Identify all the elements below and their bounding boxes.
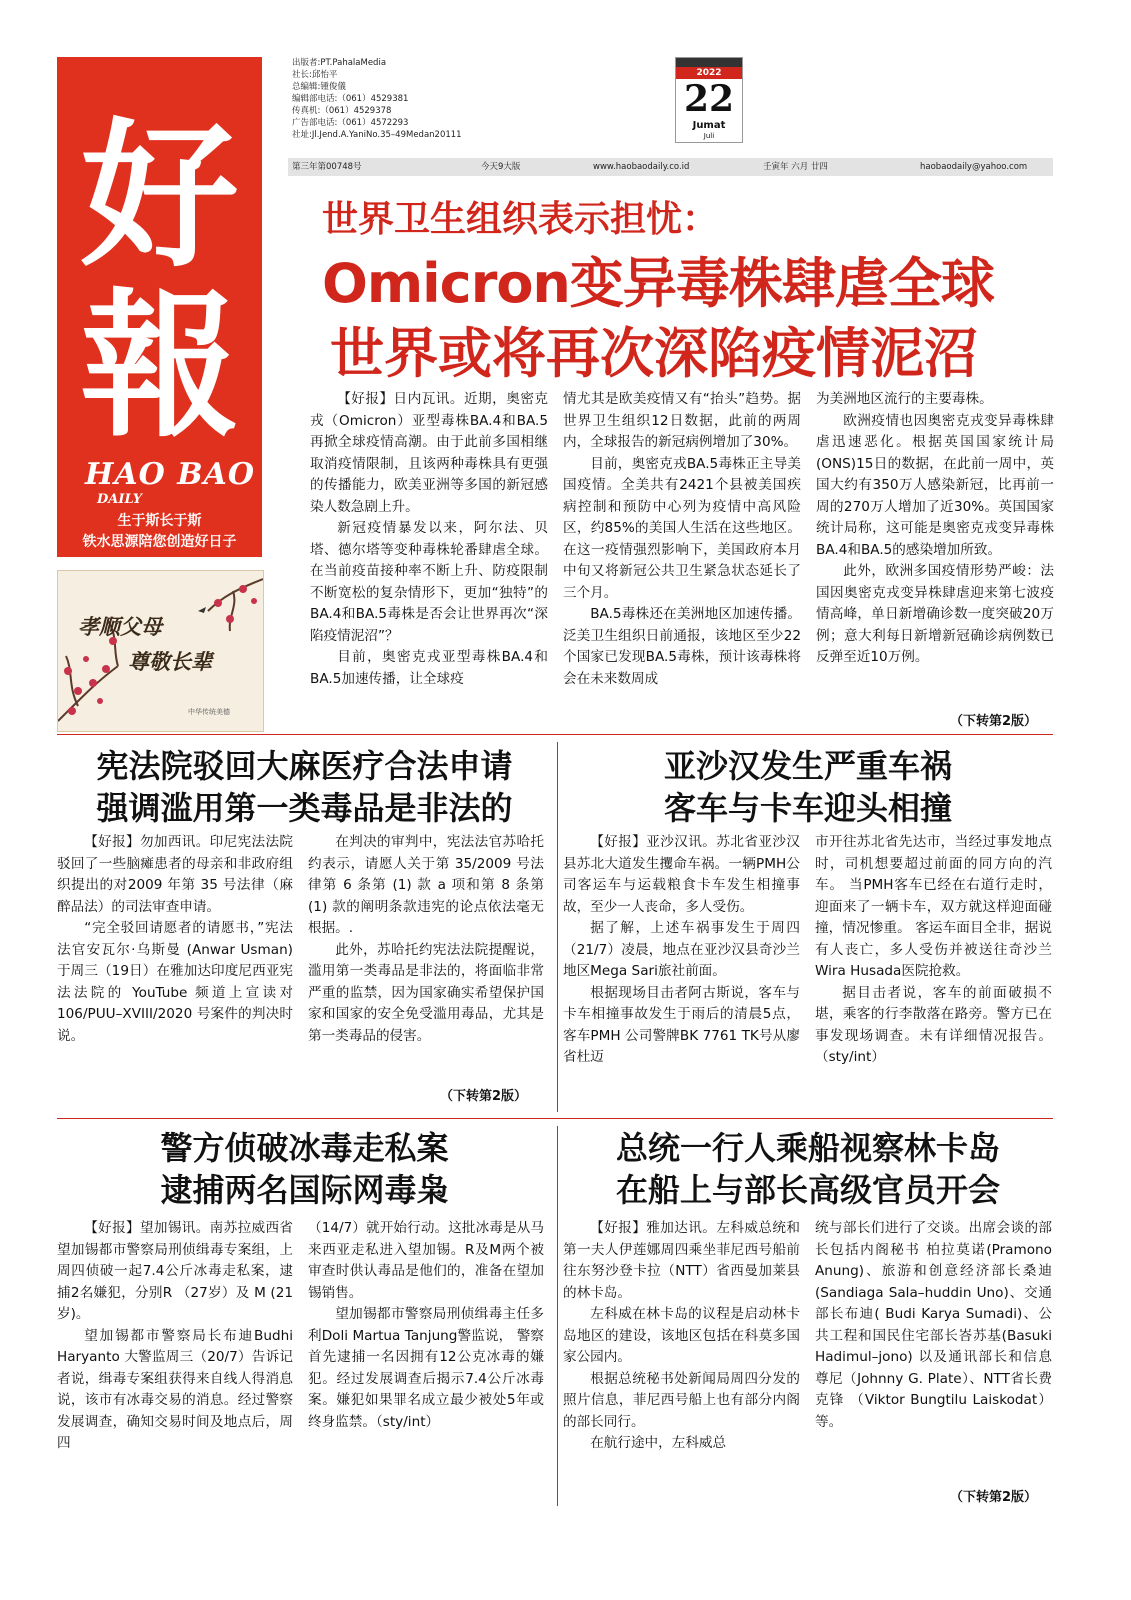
email-link[interactable]: haobaodaily@yahoo.com — [920, 162, 1028, 172]
ad-signature: 中华传统美德 — [188, 708, 230, 716]
story5-paragraph: 根据总统秘书处新闻局周四分发的照片信息，菲尼西号船上也有部分内阁的部长同行。 — [563, 1370, 800, 1430]
story2-paragraph: “完全驳回请愿者的请愿书，”宪法法官安瓦尔·乌斯曼 (Anwar Usman) 于周三（19日）在雅加达印度尼西亚宪法法院的 YouTube 频道上宣读对 106/PUU–XVIII/2020 号案件的判决时说。 — [57, 920, 293, 1044]
story2-paragraph: 【好报】勿加西讯。印尼宪法法院驳回了一些脑瘫患者的母亲和非政府组织提出的对2009 年第 35 号法律（麻醉品法）的司法审查申请。 — [57, 834, 293, 915]
story3-column-1 — [563, 832, 800, 1104]
story5-paragraph: 左科威在林卡岛的议程是启动林卡岛地区的建设，该地区包括在科莫多国家公园内。 — [563, 1306, 800, 1365]
lead-paragraph: 情尤其是欧美疫情又有“抬头”趋势。据世界卫生组织12日数据，此前的两周内，全球报告的新冠病例增加了30%。 — [563, 391, 801, 450]
calendar-year: 2022 — [676, 67, 742, 79]
masthead-english: HAO BAO — [85, 457, 255, 492]
lead-paragraph: 【好报】日内瓦讯。近期，奥密克戎（Omicron）亚型毒株BA.4和BA.5再掀全球疫情高潮。由于此前多国相继取消疫情限制，且该两种毒株具有更强的传播能力，欧美亚洲等多国的新冠感染人数急剧上升。 — [310, 391, 548, 515]
lunar-date: 壬寅年 六月 廿四 — [763, 162, 828, 172]
lead-paragraph: 欧洲疫情也因奥密克戎变异毒株肆虐迅速恶化。根据英国国家统计局(ONS)15日的数据，在此前一周中，英国大约有350万人感染新冠，比再前一周的270万人增加了近30%。英国国家统计局称，这可能是奥密克戎变异毒株BA.4和BA.5的感染增加所致。 — [816, 412, 1054, 558]
story5-paragraph: 统与部长们进行了交谈。出席会谈的部长包括内阁秘书 柏拉莫诺(Pramono Anung)、旅游和创意经济部长桑迪(Sandiaga Sala–huddin Uno)、交通部长布迪( Budi Karya Sumadi)、公共工程和国民住宅部长峇苏基(Basuki Hadimul–jono) 以及通讯部长和信息尊尼（Johnny G. Plate）、NTT省长费克锋 （Viktor Bungtilu Laiskodat）等。 — [815, 1220, 1052, 1430]
story3-paragraph: 据目击者说，客车的前面破损不堪，乘客的行李散落在路旁。警方已在事发现场调查。未有详细情况报告。（sty/int） — [815, 984, 1052, 1065]
story2-continued[interactable]: （下转第2版） — [440, 1089, 528, 1104]
lead-column-2 — [563, 389, 801, 733]
story3-paragraph: 据了解，上述车祸事发生于周四（21/7）凌晨，地点在亚沙汉县奇沙兰地区Mega Sari旅社前面。 — [563, 920, 800, 979]
story4-title-2: 逮捕两名国际网毒枭 — [160, 1171, 449, 1209]
masthead-daily: DAILY — [97, 492, 143, 507]
president-info: 社长:邱怡平 — [292, 70, 338, 80]
story4-paragraph: 【好报】望加锡讯。南苏拉威西省望加锡都市警察局刑侦缉毒专案组，上周四侦破一起7.4公斤冰毒走私案，逮捕2名嫌犯，分别R （27岁）及 M (21岁)。 — [57, 1220, 293, 1322]
story4-column-1 — [57, 1218, 293, 1500]
story4-column-2 — [308, 1218, 544, 1500]
publisher-info: 出版者:PT.PahalaMedia — [292, 58, 387, 68]
story5-paragraph: 在航行途中，左科威总 — [590, 1435, 727, 1451]
story2-paragraph: 此外，苏哈托约宪法法院提醒说，滥用第一类毒品是非法的，将面临非常严重的监禁，因为国家确实希望保护国家和国家的安全免受滥用毒品，尤其是第一类毒品的侵害。 — [308, 941, 544, 1044]
masthead-logo — [57, 57, 262, 557]
story5-paragraph: 【好报】雅加达讯。左科威总统和第一夫人伊莲娜周四乘坐菲尼西号船前往东努沙登卡拉（NTT）省西曼加莱县的林卡岛。 — [563, 1220, 800, 1301]
lead-title-2: 世界或将再次深陷疫情泥沼 — [330, 322, 978, 385]
filial-piety-ad — [57, 570, 264, 732]
story5-continued[interactable]: （下转第2版） — [950, 1490, 1038, 1505]
ad-line-2: 尊敬长辈 — [128, 649, 212, 674]
address-info: 社址:Jl.Jend.A.YaniNo.35–49Medan20111 — [292, 130, 462, 140]
lead-paragraph: 此外，欧洲多国疫情形势严峻：法国因奥密克戎变异株肆虐迎来第七波疫情高峰，单日新增确诊数一度突破20万例；意大利每日新增新冠确诊病例数已反弹至近10万例。 — [816, 563, 1054, 665]
ad-line-1: 孝顺父母 — [78, 614, 162, 639]
story3-column-2 — [815, 832, 1052, 1104]
story5-title-2: 在船上与部长高级官员开会 — [615, 1171, 1000, 1209]
divider — [57, 734, 1053, 735]
story5-column-1 — [563, 1218, 800, 1504]
masthead-char-hao: 好 — [80, 104, 239, 289]
lead-kicker: 世界卫生组织表示担忧： — [322, 199, 719, 240]
masthead-slogan-2: 铁水思源陪您创造好日子 — [82, 534, 237, 550]
lead-paragraph: BA.5毒株还在美洲地区加速传播。泛美卫生组织日前通报，该地区至少22个国家已发现BA.5毒株，预计该毒株将会在未来数周成 — [563, 606, 801, 687]
story2-column-2 — [308, 832, 544, 1084]
issue-bar — [288, 158, 1053, 176]
story4-title-1: 警方侦破冰毒走私案 — [160, 1129, 449, 1167]
editorial-phone: 编辑部电话:（061）4529381 — [292, 94, 409, 104]
lead-paragraph: 新冠疫情暴发以来，阿尔法、贝塔、德尔塔等变种毒株轮番肆虐全球。在当前疫苗接种率不断上升、防疫限制不断宽松的复杂情形下，更加“独特”的BA.4和BA.5毒株是否会让世界再次“深陷疫情泥沼”？ — [310, 520, 548, 644]
calendar-dayname: Jumat — [692, 120, 726, 131]
masthead-slogan-1: 生于斯长于斯 — [117, 513, 202, 529]
story4-paragraph: （14/7）就开始行动。这批冰毒是从马来西亚走私进入望加锡。R及M两个被审查时供认毒品是他们的，准备在望加锡销售。 — [308, 1220, 544, 1301]
date-calendar — [675, 57, 743, 143]
story4-paragraph: 望加锡都市警察局刑侦缉毒主任多利Doli Martua Tanjung警监说， 警察首先逮捕一名因拥有12公克冰毒的嫌犯。经过发展调查后揭示7.4公斤冰毒案。嫌犯如果罪名成立最少被处5年或终身监禁。（sty/int） — [308, 1306, 544, 1430]
page-count: 今天9大版 — [481, 162, 521, 172]
fax-info: 传真机:（061）4529378 — [292, 106, 392, 116]
lead-title-1: Omicron变异毒株肆虐全球 — [322, 252, 994, 315]
story3-paragraph: 【好报】亚沙汉讯。苏北省亚沙汉县苏北大道发生攫命车祸。一辆PMH公司客运车与运载粮食卡车发生相撞事故，至少一人丧命，多人受伤。 — [563, 834, 800, 915]
masthead-char-bao: 報 — [80, 274, 239, 459]
lead-column-3 — [816, 389, 1054, 711]
story2-title-2: 强调滥用第一类毒品是非法的 — [96, 789, 513, 827]
story2-title-1: 宪法院驳回大麻医疗合法申请 — [96, 747, 513, 785]
story3-title-1: 亚沙汉发生严重车祸 — [663, 747, 952, 785]
lead-column-1 — [310, 389, 548, 733]
website-link[interactable]: www.haobaodaily.co.id — [593, 162, 690, 172]
divider — [557, 1126, 558, 1506]
chief-editor-info: 总编辑:锺俊儀 — [292, 82, 346, 92]
divider — [557, 742, 558, 1112]
story3-paragraph: 根据现场目击者阿古斯说，客车与卡车相撞事故发生于雨后的清晨5点，客车PMH 公司警牌BK 7761 TK号从廖省杜迈 — [563, 984, 800, 1065]
calendar-day: 22 — [683, 78, 735, 120]
story3-paragraph: 市开往苏北省先达市，当经过事发地点时，司机想要超过前面的同方向的汽车。 当PMH客车已经在右道行走时，迎面来了一辆卡车，双方就这样迎面碰撞，情况惨重。 客运车面目全非，据说有人丧亡，多人受伤并被送往奇沙兰Wira Husada医院抢救。 — [815, 834, 1052, 979]
story5-title-1: 总统一行人乘船视察林卡岛 — [615, 1129, 1000, 1167]
lead-paragraph: 为美洲地区流行的主要毒株。 — [816, 391, 993, 407]
story4-paragraph: 望加锡都市警察局长布迪Budhi Haryanto 大警监周三（20/7）告诉记者说，缉毒专案组获得来自线人得消息说，该市有冰毒交易的消息。经过警察发展调查，确知交易时间及地点后，周四 — [57, 1327, 293, 1451]
divider — [57, 1118, 1053, 1119]
story5-column-2 — [815, 1218, 1052, 1484]
issue-number: 第三年第00748号 — [292, 162, 362, 172]
calendar-month: Juli — [703, 132, 715, 140]
lead-paragraph: 目前，奥密克戎BA.5毒株正主导美国疫情。全美共有2421个县被美国疾病控制和预防中心列为疫情中高风险区，约85%的美国人生活在这些地区。在这一疫情强烈影响下，美国政府本月中旬又将新冠公共卫生紧急状态延长了三个月。 — [563, 455, 801, 601]
ad-phone: 广告部电话:（061）4572293 — [292, 118, 409, 128]
story2-column-1 — [57, 832, 293, 1104]
story2-paragraph: 在判决的审判中，宪法法官苏哈托约表示，请愿人关于第 35/2009 号法律第 6 条第 (1) 款 a 项和第 8 条第 (1) 款的阐明条款违宪的论点依法毫无根据。. — [308, 834, 544, 936]
lead-paragraph: 目前，奥密克戎亚型毒株BA.4和BA.5加速传播，让全球疫 — [310, 649, 548, 687]
story3-title-2: 客车与卡车迎头相撞 — [663, 789, 952, 827]
lead-continued[interactable]: （下转第2版） — [950, 714, 1038, 729]
